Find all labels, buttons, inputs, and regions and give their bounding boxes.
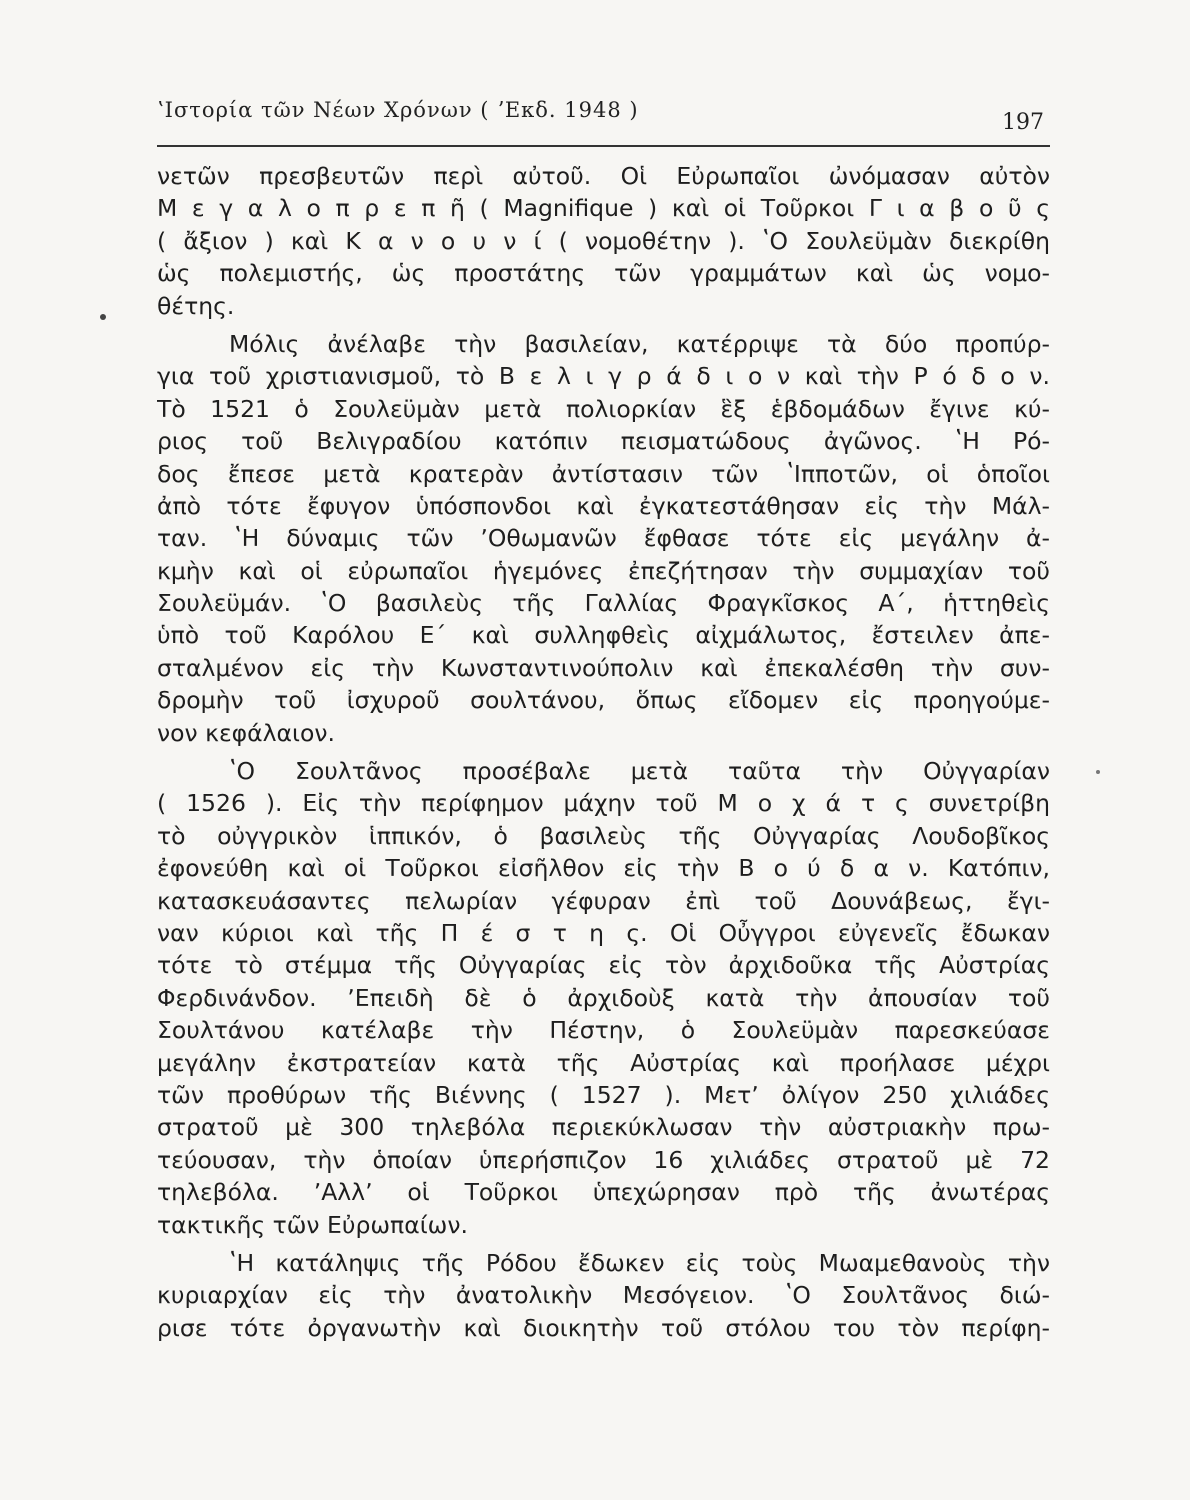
text-line: Μ ε γ α λ ο π ρ ε π ῆ ( Magnifique ) καὶ οἱ Τοῦρκοι Γ ι α β ο ῦ ς — [157, 194, 1050, 223]
text-line: για τοῦ χριστιανισμοῦ, τὸ Β ε λ ι γ ρ ά δ ι ο ν καὶ τὴν Ρ ό δ ο ν. — [157, 362, 1050, 391]
page-number: 197 — [1002, 110, 1044, 135]
text-line: ( ἄξιον ) καὶ Κ α ν ο υ ν ί ( νομοθέτην ). ʽΟ Σουλεϋμὰν διεκρίθη — [157, 226, 1050, 255]
text-line: δος ἔπεσε μετὰ κρατερὰν ἀντίστασιν τῶν ʽΙπποτῶν, οἱ ὁποῖοι — [157, 459, 1050, 488]
text-line: ʽΗ κατάληψις τῆς Ρόδου ἔδωκεν εἰς τοὺς Μωαμεθανοὺς τὴν — [229, 1248, 1050, 1277]
text-line: τηλεβόλα. ʼΑλλʼ οἱ Τοῦρκοι ὑπεχώρησαν πρὸ τῆς ἀνωτέρας — [157, 1178, 1050, 1207]
text-line: Σουλεϋμάν. ʽΟ βασιλεὺς τῆς Γαλλίας Φραγκῖσκος Α΄, ἡττηθεὶς — [157, 589, 1050, 618]
text-line: ʽΟ Σουλτᾶνος προσέβαλε μετὰ ταῦτα τὴν Οὐγγαρίαν — [229, 757, 1050, 786]
text-line: νετῶν πρεσβευτῶν περὶ αὐτοῦ. Οἱ Εὐρωπαῖοι ὠνόμασαν αὐτὸν — [157, 162, 1050, 190]
text-line: Σουλτάνου κατέλαβε τὴν Πέστην, ὁ Σουλεϋμὰν παρεσκεύασε — [157, 1016, 1050, 1045]
text-line: τακτικῆς τῶν Εὐρωπαίων. — [157, 1210, 468, 1239]
text-line: ( 1526 ). Εἰς τὴν περίφημον μάχην τοῦ Μ ο χ ά τ ς συνετρίβη — [157, 789, 1050, 818]
text-line: ταν. ʽΗ δύναμις τῶν ʼΟθωμανῶν ἔφθασε τότε εἰς μεγάλην ἀ- — [157, 524, 1050, 553]
text-line: ναν κύριοι καὶ τῆς Π έ σ τ η ς. Οἱ Οὖγγροι εὐγενεῖς ἔδωκαν — [157, 918, 1050, 947]
text-line: Φερδινάνδον. ʼΕπειδὴ δὲ ὁ ἀρχιδοὺξ κατὰ τὴν ἀπουσίαν τοῦ — [157, 983, 1050, 1012]
text-line: στρατοῦ μὲ 300 τηλεβόλα περιεκύκλωσαν τὴν αὐστριακὴν πρω- — [157, 1113, 1050, 1142]
body-text — [157, 160, 1050, 1344]
ink-speck — [1096, 770, 1100, 774]
text-line: κατασκευάσαντες πελωρίαν γέφυραν ἐπὶ τοῦ Δουνάβεως, ἔγι- — [157, 886, 1050, 915]
page-header — [157, 96, 1050, 136]
header-rule — [157, 145, 1050, 147]
running-title: ʽΙστορία τῶν Νέων Χρόνων ( ʼΕκδ. 1948 ) — [157, 98, 639, 122]
text-line: ἀπὸ τότε ἔφυγον ὑπόσπονδοι καὶ ἐγκατεστάθησαν εἰς τὴν Μάλ- — [157, 491, 1050, 520]
text-line: τῶν προθύρων τῆς Βιέννης ( 1527 ). Μετʼ ὀλίγον 250 χιλιάδες — [157, 1080, 1050, 1109]
text-line: ἐφονεύθη καὶ οἱ Τοῦρκοι εἰσῆλθον εἰς τὴν Β ο ύ δ α ν. Κατόπιν, — [157, 854, 1050, 883]
text-line: κμὴν καὶ οἱ εὐρωπαῖοι ἡγεμόνες ἐπεζήτησαν τὴν συμμαχίαν τοῦ — [157, 556, 1050, 585]
text-line: ρισε τότε ὀργανωτὴν καὶ διοικητὴν τοῦ στόλου του τὸν περίφη- — [157, 1313, 1050, 1342]
text-line: δρομὴν τοῦ ἰσχυροῦ σουλτάνου, ὅπως εἴδομεν εἰς προηγούμε- — [157, 686, 1050, 715]
text-line: θέτης. — [157, 291, 235, 320]
text-line: σταλμένον εἰς τὴν Κωνσταντινούπολιν καὶ ἐπεκαλέσθη τὴν συν- — [157, 653, 1050, 682]
text-line: ὡς πολεμιστής, ὡς προστάτης τῶν γραμμάτων καὶ ὡς νομο- — [157, 259, 1050, 288]
text-line: ὑπὸ τοῦ Καρόλου Ε΄ καὶ συλληφθεὶς αἰχμάλωτος, ἔστειλεν ἀπε- — [157, 621, 1050, 650]
text-line: κυριαρχίαν εἰς τὴν ἀνατολικὴν Μεσόγειον. ʽΟ Σουλτᾶνος διώ- — [157, 1281, 1050, 1310]
ink-speck — [100, 314, 106, 320]
text-line: ριος τοῦ Βελιγραδίου κατόπιν πεισματώδους ἀγῶνος. ʽΗ Ρό- — [157, 427, 1050, 456]
text-line: τεύουσαν, τὴν ὁποίαν ὑπερήσπιζον 16 χιλιάδες στρατοῦ μὲ 72 — [157, 1145, 1050, 1174]
text-line: μεγάλην ἐκστρατείαν κατὰ τῆς Αὐστρίας καὶ προήλασε μέχρι — [157, 1048, 1050, 1077]
text-line: νον κεφάλαιον. — [157, 718, 335, 747]
text-line: Τὸ 1521 ὁ Σουλεϋμὰν μετὰ πολιορκίαν ἓξ ἑβδομάδων ἔγινε κύ- — [157, 394, 1050, 423]
text-line: Μόλις ἀνέλαβε τὴν βασιλείαν, κατέρριψε τὰ δύο προπύρ- — [229, 329, 1050, 358]
text-line: τότε τὸ στέμμα τῆς Οὐγγαρίας εἰς τὸν ἀρχιδοῦκα τῆς Αὐστρίας — [157, 951, 1050, 980]
text-line: τὸ οὐγγρικὸν ἱππικόν, ὁ βασιλεὺς τῆς Οὐγγαρίας Λουδοβῖκος — [157, 821, 1050, 850]
